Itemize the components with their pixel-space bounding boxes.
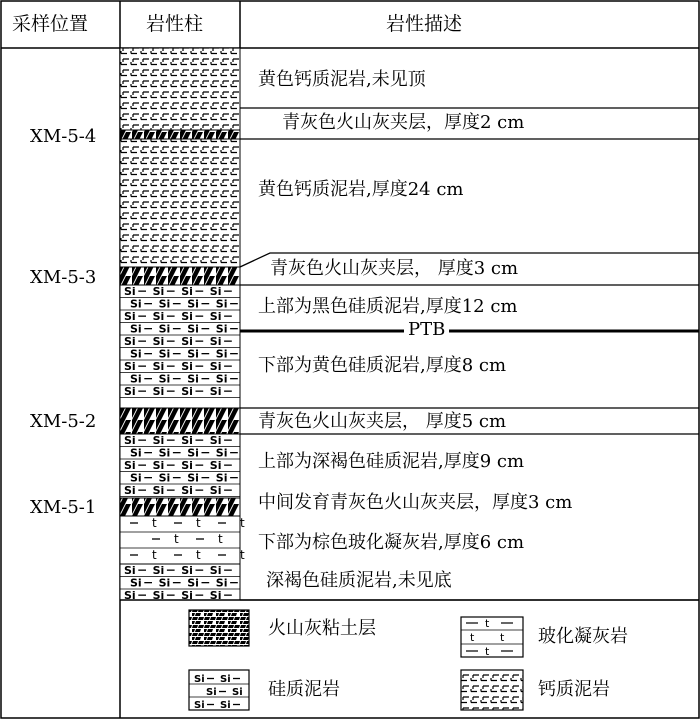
layer-siliceous-9cm: [120, 434, 240, 498]
sample-label-xm-5-4: XM-5-4: [30, 126, 97, 147]
ptb-label: PTB: [404, 321, 449, 339]
t-glyph: t: [152, 516, 157, 530]
legend-calcareous-swatch: [461, 670, 523, 710]
si-glyph: Si: [209, 335, 222, 348]
si-glyph: Si: [209, 564, 222, 577]
si-glyph: Si: [124, 589, 136, 602]
t-glyph: t: [196, 516, 201, 530]
si-glyph: Si: [194, 674, 205, 685]
si-glyph: Si: [130, 471, 142, 485]
legend-siliceous-label: 硅质泥岩: [268, 679, 340, 700]
si-glyph: Si: [181, 589, 193, 602]
t-glyph: t: [196, 548, 201, 562]
sample-label-xm-5-3: XM-5-3: [30, 267, 97, 288]
legend-calcareous-label: 钙质泥岩: [538, 679, 610, 700]
legend-ash-swatch: [189, 610, 249, 646]
header-lithology-description: 岩性描述: [386, 13, 463, 35]
si-glyph: Si: [215, 372, 228, 386]
si-glyph: Si: [209, 385, 222, 398]
si-glyph: Si: [181, 385, 193, 398]
si-glyph: Si: [152, 484, 165, 497]
si-glyph: Si: [152, 360, 165, 373]
si-glyph: Si: [215, 446, 228, 460]
t-glyph: t: [500, 631, 505, 644]
si-glyph: Si: [152, 589, 165, 602]
layer-description: 上部为深褐色硅质泥岩,厚度9 cm: [258, 451, 525, 472]
layer-description: 深褐色硅质泥岩,未见底: [266, 570, 452, 591]
si-glyph: Si: [124, 310, 136, 323]
t-glyph: t: [485, 617, 490, 630]
si-glyph: Si: [187, 322, 199, 336]
si-glyph: Si: [220, 700, 231, 711]
layer-description: 上部为黑色硅质泥岩,厚度12 cm: [258, 296, 518, 317]
si-glyph: Si: [124, 335, 136, 348]
header-sample-position: 采样位置: [12, 13, 89, 35]
layer-description: 下部为黄色硅质泥岩,厚度8 cm: [258, 355, 507, 376]
layer-description: 青灰色火山灰夹层， 厚度5 cm: [258, 411, 507, 432]
si-glyph: Si: [130, 347, 142, 361]
si-glyph: Si: [215, 576, 228, 590]
si-glyph: Si: [152, 385, 165, 398]
layer-description: 黄色钙质泥岩,未见顶: [258, 69, 426, 90]
si-glyph: Si: [124, 285, 136, 298]
si-glyph: Si: [124, 459, 136, 472]
si-glyph: Si: [181, 484, 193, 497]
si-glyph: Si: [181, 335, 193, 348]
si-glyph: Si: [124, 360, 136, 373]
layer-description: 青灰色火山灰夹层，厚度2 cm: [282, 112, 525, 133]
si-glyph: Si: [130, 372, 142, 386]
lithology-column: [120, 48, 245, 602]
si-glyph: Si: [152, 285, 165, 298]
si-glyph: Si: [158, 372, 171, 386]
si-glyph: Si: [130, 576, 142, 590]
si-glyph: Si: [158, 576, 171, 590]
si-glyph: Si: [187, 297, 199, 311]
t-glyph: t: [152, 548, 157, 562]
si-glyph: Si: [152, 335, 165, 348]
si-glyph: Si: [181, 459, 193, 472]
legend-ash-label: 火山灰粘土层: [268, 618, 376, 639]
si-glyph: Si: [181, 310, 193, 323]
t-glyph: t: [470, 631, 475, 644]
si-glyph: Si: [215, 471, 228, 485]
si-glyph: Si: [187, 372, 199, 386]
si-glyph: Si: [181, 360, 193, 373]
layer-description: 中间发育青灰色火山灰夹层，厚度3 cm: [258, 492, 573, 513]
layer-description: 青灰色火山灰夹层， 厚度3 cm: [270, 258, 519, 279]
si-glyph: Si: [158, 446, 171, 460]
layer-description: 下部为棕色玻化凝灰岩,厚度6 cm: [258, 532, 525, 553]
si-glyph: Si: [215, 347, 228, 361]
si-glyph: Si: [152, 564, 165, 577]
si-glyph: Si: [158, 471, 171, 485]
si-glyph: Si: [187, 347, 199, 361]
layer-ash-3cm-mid: [120, 498, 240, 516]
si-glyph: Si: [130, 446, 142, 460]
si-glyph: Si: [209, 310, 222, 323]
si-glyph: Si: [187, 576, 199, 590]
si-glyph: Si: [194, 700, 205, 711]
si-glyph: Si: [209, 434, 222, 447]
layer-description: 黄色钙质泥岩,厚度24 cm: [258, 179, 464, 200]
t-glyph: t: [218, 532, 223, 546]
t-glyph: t: [485, 645, 490, 658]
t-glyph: t: [240, 516, 245, 530]
si-glyph: Si: [130, 297, 142, 311]
si-glyph: Si: [215, 297, 228, 311]
si-glyph: Si: [124, 385, 136, 398]
layer-ash-3cm: [120, 267, 240, 285]
si-glyph: Si: [152, 434, 165, 447]
si-glyph: Si: [124, 564, 136, 577]
si-glyph: Si: [158, 322, 171, 336]
layer-ash-5cm: [120, 408, 240, 434]
si-glyph: Si: [187, 446, 199, 460]
si-glyph: Si: [181, 285, 193, 298]
si-glyph: Si: [209, 589, 222, 602]
si-glyph: Si: [130, 322, 142, 336]
si-glyph: Si: [152, 459, 165, 472]
si-glyph: Si: [232, 687, 243, 698]
si-glyph: Si: [158, 347, 171, 361]
sample-label-xm-5-2: XM-5-2: [30, 411, 97, 432]
si-glyph: Si: [181, 564, 193, 577]
si-glyph: Si: [209, 459, 222, 472]
header-lithology-column: 岩性柱: [146, 13, 204, 35]
t-glyph: t: [240, 548, 245, 562]
si-glyph: Si: [152, 310, 165, 323]
si-glyph: Si: [206, 687, 217, 698]
layer-ash-2cm: [120, 130, 240, 139]
si-glyph: Si: [209, 484, 222, 497]
layer-calcareous-top: [120, 48, 240, 130]
layer-calcareous-24cm: [120, 139, 240, 267]
si-glyph: Si: [209, 360, 222, 373]
si-glyph: Si: [181, 434, 193, 447]
si-glyph: Si: [215, 322, 228, 336]
si-glyph: Si: [158, 297, 171, 311]
si-glyph: Si: [124, 484, 136, 497]
si-glyph: Si: [187, 471, 199, 485]
t-glyph: t: [174, 532, 179, 546]
si-glyph: Si: [124, 434, 136, 447]
si-glyph: Si: [220, 674, 231, 685]
legend-tuff-label: 玻化凝灰岩: [538, 626, 628, 647]
si-glyph: Si: [209, 285, 222, 298]
sample-label-xm-5-1: XM-5-1: [30, 497, 97, 518]
